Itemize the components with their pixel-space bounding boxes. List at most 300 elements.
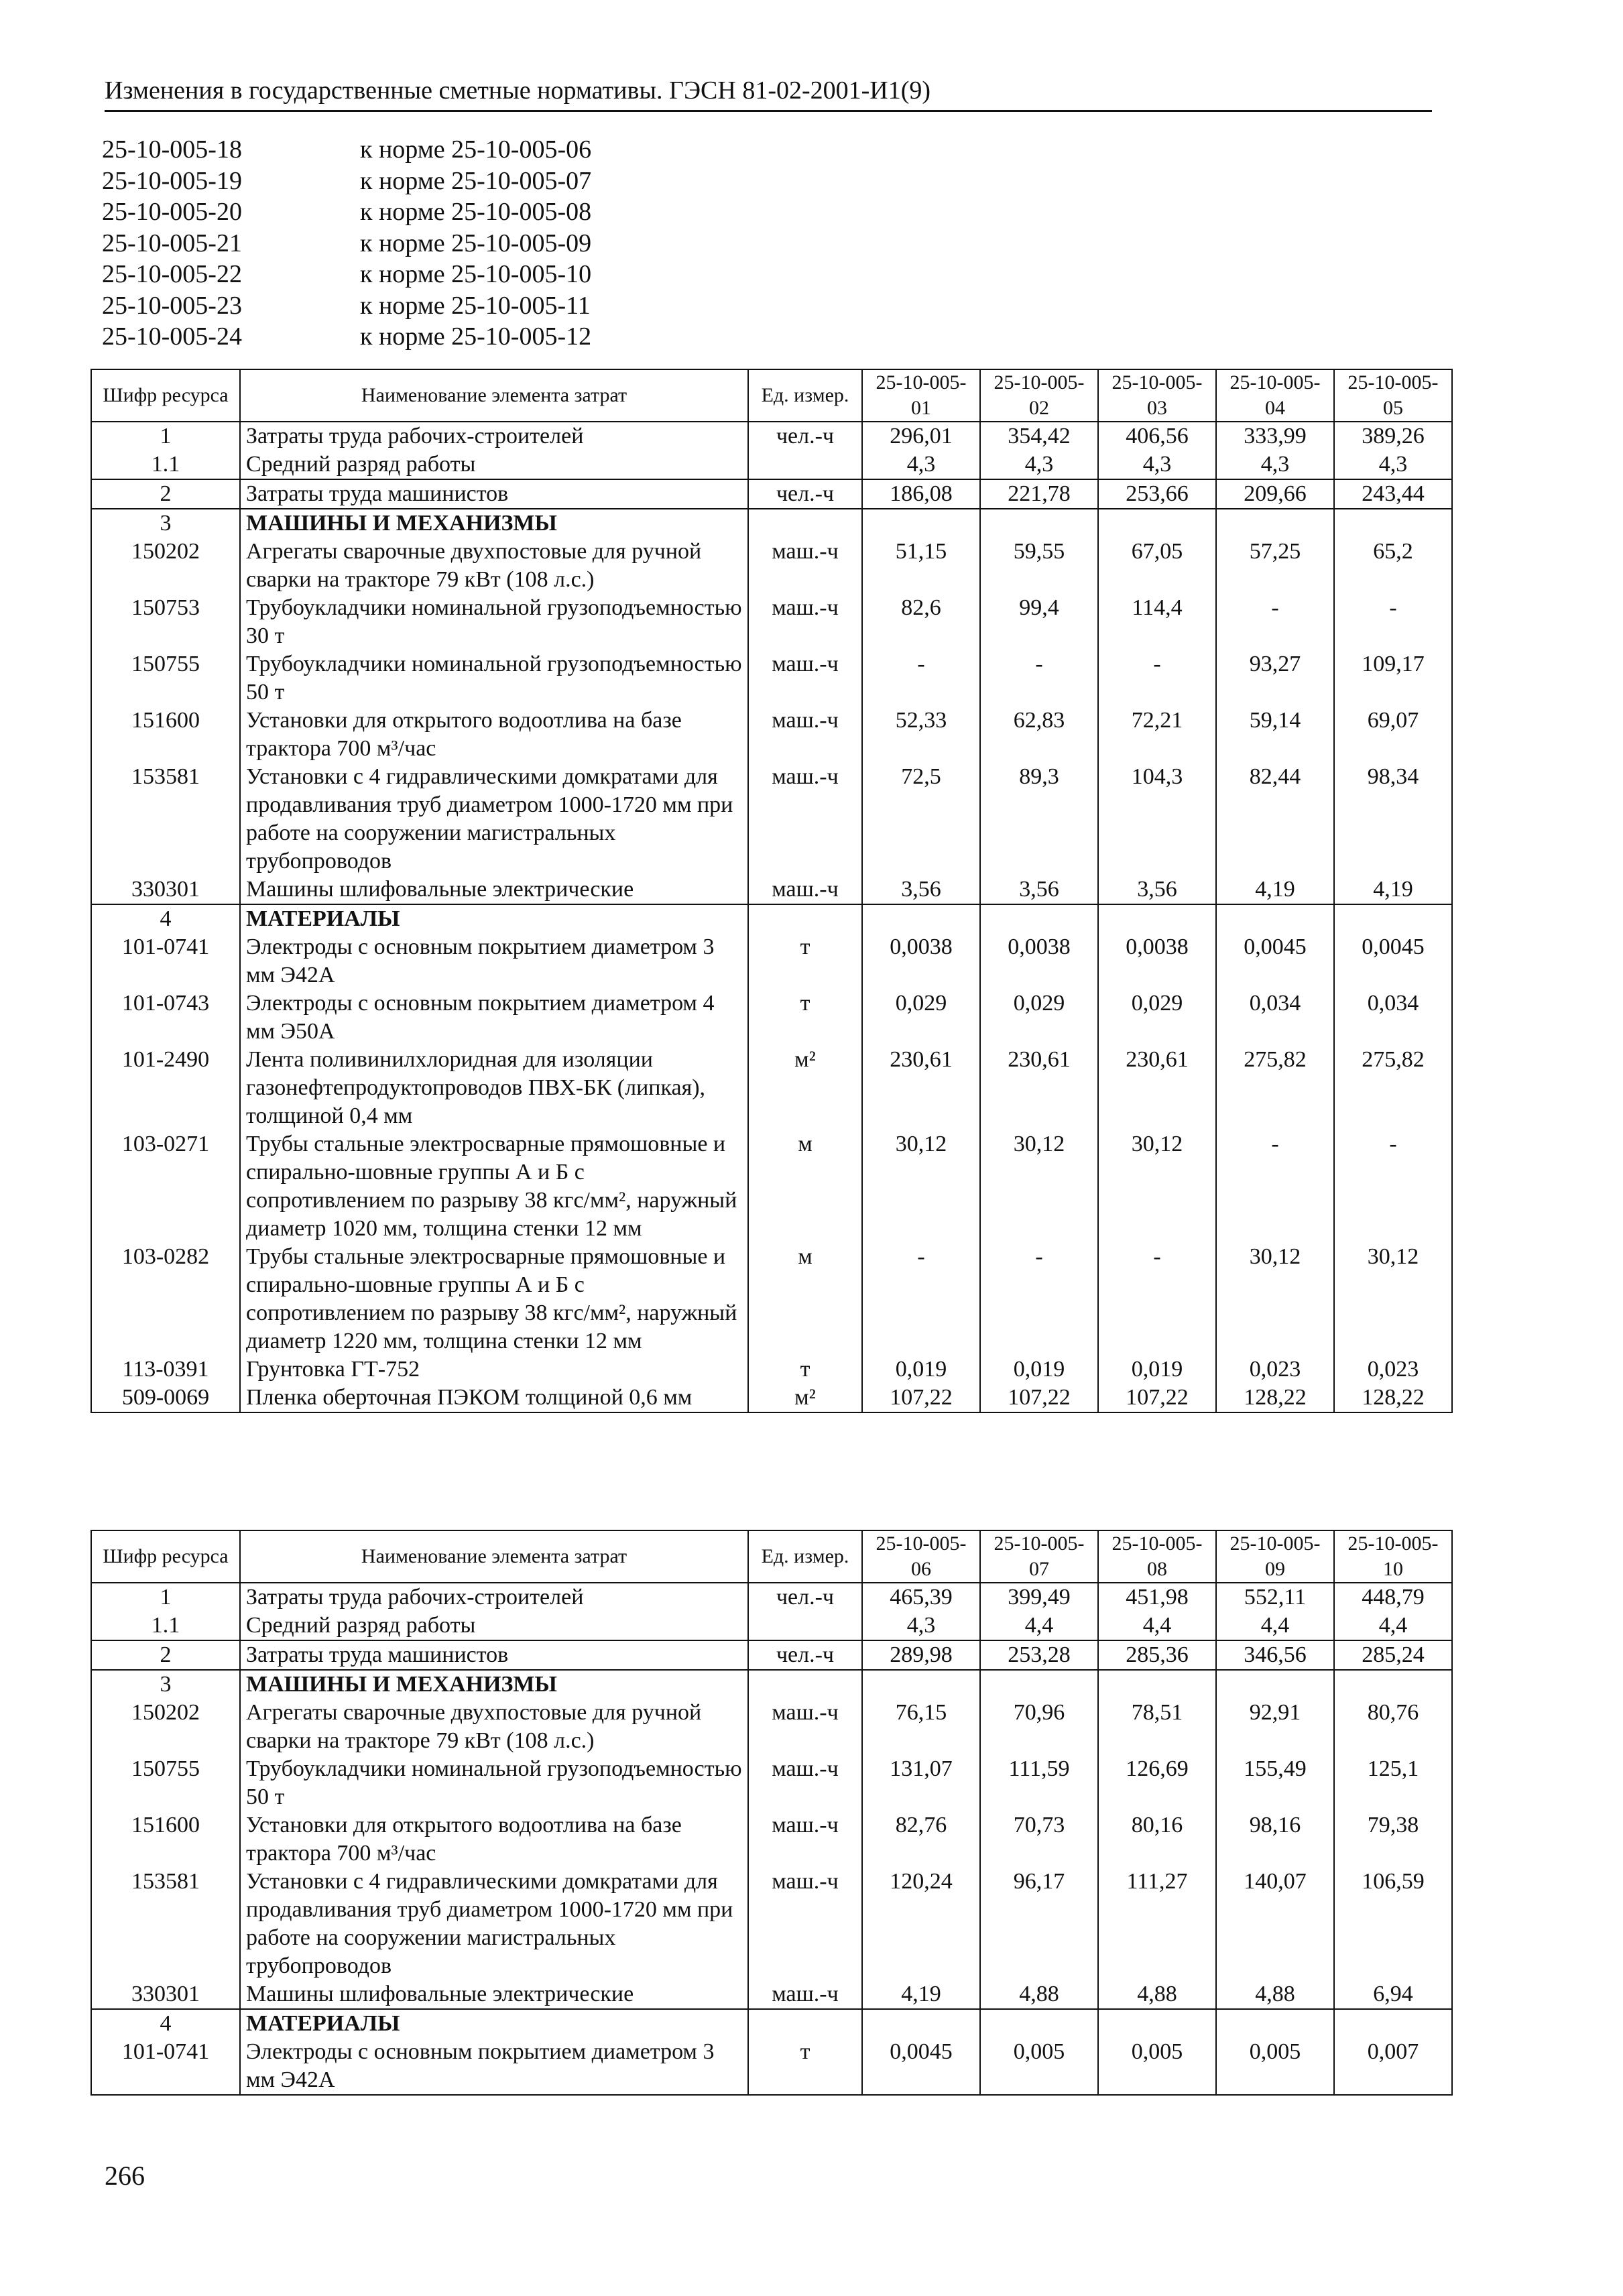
resource-code-cell: 330301 bbox=[91, 1980, 240, 2009]
value-cell: 285,36 bbox=[1098, 1640, 1216, 1670]
resource-code-cell: 4 bbox=[91, 904, 240, 933]
value-cell: 243,44 bbox=[1334, 479, 1452, 509]
reference-code: 25-10-005-19 bbox=[102, 166, 242, 195]
reference-code: 25-10-005-24 bbox=[102, 322, 242, 351]
resource-code-cell: 150755 bbox=[91, 1755, 240, 1811]
resource-table-1 bbox=[91, 369, 1453, 1413]
reference-text: к норме 25-10-005-10 bbox=[360, 260, 592, 288]
unit-cell bbox=[748, 1670, 862, 1699]
table-row bbox=[91, 763, 1452, 875]
resource-name-cell: Установки для открытого водоотлива на базе трактора 700 м³/час bbox=[240, 707, 748, 763]
resource-code-cell: 103-0271 bbox=[91, 1130, 240, 1243]
value-cell: 230,61 bbox=[1098, 1046, 1216, 1130]
reference-code: 25-10-005-18 bbox=[102, 135, 242, 164]
resource-code-cell: 151600 bbox=[91, 1811, 240, 1868]
resource-name-cell: Трубоукладчики номинальной грузоподъемностью 50 т bbox=[240, 1755, 748, 1811]
table-row bbox=[91, 1243, 1452, 1355]
value-cell: 253,28 bbox=[980, 1640, 1098, 1670]
value-cell: 111,27 bbox=[1098, 1868, 1216, 1980]
value-cell: 0,0038 bbox=[980, 933, 1098, 989]
resource-code-cell: 330301 bbox=[91, 875, 240, 904]
value-cell: 289,98 bbox=[862, 1640, 980, 1670]
table-row bbox=[91, 1670, 1452, 1699]
resource-name-cell: Пленка оберточная ПЭКОМ толщиной 0,6 мм bbox=[240, 1384, 748, 1412]
resource-name-cell: МАШИНЫ И МЕХАНИЗМЫ bbox=[240, 1670, 748, 1699]
value-cell: 0,005 bbox=[1098, 2038, 1216, 2095]
value-cell: 72,21 bbox=[1098, 707, 1216, 763]
value-cell bbox=[1098, 1670, 1216, 1699]
value-cell: 78,51 bbox=[1098, 1699, 1216, 1755]
unit-cell: маш.-ч bbox=[748, 875, 862, 904]
reference-code: 25-10-005-21 bbox=[102, 229, 242, 257]
table-row bbox=[91, 875, 1452, 904]
value-cell: - bbox=[862, 1243, 980, 1355]
table-row bbox=[91, 594, 1452, 650]
value-cell: 4,3 bbox=[1334, 450, 1452, 479]
value-cell: 155,49 bbox=[1216, 1755, 1334, 1811]
value-cell: 3,56 bbox=[862, 875, 980, 904]
value-cell: 0,0045 bbox=[1334, 933, 1452, 989]
column-header-code: Шифр ресурса bbox=[91, 1530, 240, 1583]
resource-code-cell: 150753 bbox=[91, 594, 240, 650]
value-cell: 30,12 bbox=[862, 1130, 980, 1243]
value-cell: - bbox=[1098, 650, 1216, 707]
value-cell: 109,17 bbox=[1334, 650, 1452, 707]
table-row bbox=[91, 1868, 1452, 1980]
reference-row bbox=[102, 134, 591, 166]
reference-row bbox=[102, 166, 591, 197]
column-header-norm: 25-10-005-03 bbox=[1098, 369, 1216, 422]
value-cell: 4,3 bbox=[980, 450, 1098, 479]
reference-row bbox=[102, 290, 591, 322]
value-cell: 51,15 bbox=[862, 538, 980, 594]
column-header-unit: Ед. измер. bbox=[748, 369, 862, 422]
value-cell: - bbox=[1334, 594, 1452, 650]
value-cell: 111,59 bbox=[980, 1755, 1098, 1811]
value-cell: 4,19 bbox=[1334, 875, 1452, 904]
column-header-unit: Ед. измер. bbox=[748, 1530, 862, 1583]
value-cell: 93,27 bbox=[1216, 650, 1334, 707]
table-row bbox=[91, 1384, 1452, 1412]
value-cell: 80,76 bbox=[1334, 1699, 1452, 1755]
value-cell: 406,56 bbox=[1098, 422, 1216, 450]
unit-cell: м bbox=[748, 1130, 862, 1243]
value-cell: 3,56 bbox=[980, 875, 1098, 904]
resource-code-cell: 2 bbox=[91, 479, 240, 509]
resource-code-cell: 150202 bbox=[91, 1699, 240, 1755]
value-cell: 296,01 bbox=[862, 422, 980, 450]
value-cell: 4,4 bbox=[980, 1612, 1098, 1640]
table-row bbox=[91, 1980, 1452, 2009]
value-cell: 209,66 bbox=[1216, 479, 1334, 509]
table-row bbox=[91, 538, 1452, 594]
table-row bbox=[91, 1640, 1452, 1670]
resource-name-cell: МАШИНЫ И МЕХАНИЗМЫ bbox=[240, 509, 748, 538]
value-cell: 0,023 bbox=[1334, 1355, 1452, 1384]
resource-code-cell: 1.1 bbox=[91, 1612, 240, 1640]
unit-cell: маш.-ч bbox=[748, 1868, 862, 1980]
reference-text: к норме 25-10-005-09 bbox=[360, 229, 592, 257]
value-cell: 4,3 bbox=[862, 1612, 980, 1640]
column-header-norm: 25-10-005-06 bbox=[862, 1530, 980, 1583]
reference-text: к норме 25-10-005-06 bbox=[360, 135, 592, 164]
value-cell: 82,76 bbox=[862, 1811, 980, 1868]
value-cell: 107,22 bbox=[1098, 1384, 1216, 1412]
table-header-row bbox=[91, 369, 1452, 422]
value-cell bbox=[1216, 2009, 1334, 2038]
column-header-norm: 25-10-005-01 bbox=[862, 369, 980, 422]
table-row bbox=[91, 2009, 1452, 2038]
value-cell: 82,6 bbox=[862, 594, 980, 650]
table-row bbox=[91, 1583, 1452, 1612]
value-cell: 346,56 bbox=[1216, 1640, 1334, 1670]
value-cell: - bbox=[1098, 1243, 1216, 1355]
value-cell: 0,0038 bbox=[862, 933, 980, 989]
value-cell: 230,61 bbox=[980, 1046, 1098, 1130]
value-cell: 186,08 bbox=[862, 479, 980, 509]
value-cell: 0,0045 bbox=[862, 2038, 980, 2095]
value-cell: 253,66 bbox=[1098, 479, 1216, 509]
resource-name-cell: Грунтовка ГТ-752 bbox=[240, 1355, 748, 1384]
value-cell: - bbox=[862, 650, 980, 707]
value-cell: 69,07 bbox=[1334, 707, 1452, 763]
value-cell: 451,98 bbox=[1098, 1583, 1216, 1612]
value-cell: 59,14 bbox=[1216, 707, 1334, 763]
value-cell bbox=[862, 904, 980, 933]
table-row bbox=[91, 450, 1452, 479]
column-header-norm: 25-10-005-05 bbox=[1334, 369, 1452, 422]
value-cell bbox=[980, 904, 1098, 933]
value-cell: 0,029 bbox=[1098, 989, 1216, 1046]
resource-name-cell: Трубоукладчики номинальной грузоподъемностью 50 т bbox=[240, 650, 748, 707]
table-row bbox=[91, 1699, 1452, 1755]
column-header-name: Наименование элемента затрат bbox=[240, 1530, 748, 1583]
unit-cell: чел.-ч bbox=[748, 479, 862, 509]
reference-row bbox=[102, 321, 591, 353]
unit-cell: маш.-ч bbox=[748, 1811, 862, 1868]
value-cell bbox=[1334, 904, 1452, 933]
value-cell: 98,34 bbox=[1334, 763, 1452, 875]
resource-name-cell: Средний разряд работы bbox=[240, 450, 748, 479]
unit-cell: маш.-ч bbox=[748, 594, 862, 650]
resource-name-cell: Затраты труда рабочих-строителей bbox=[240, 1583, 748, 1612]
table-row bbox=[91, 1046, 1452, 1130]
value-cell: 96,17 bbox=[980, 1868, 1098, 1980]
unit-cell bbox=[748, 2009, 862, 2038]
column-header-norm: 25-10-005-10 bbox=[1334, 1530, 1452, 1583]
unit-cell: т bbox=[748, 933, 862, 989]
table-row bbox=[91, 989, 1452, 1046]
value-cell: 82,44 bbox=[1216, 763, 1334, 875]
value-cell bbox=[862, 2009, 980, 2038]
resource-code-cell: 150755 bbox=[91, 650, 240, 707]
value-cell: 4,3 bbox=[1216, 450, 1334, 479]
reference-row bbox=[102, 259, 591, 290]
unit-cell: маш.-ч bbox=[748, 538, 862, 594]
value-cell: 4,88 bbox=[980, 1980, 1098, 2009]
value-cell: 354,42 bbox=[980, 422, 1098, 450]
column-header-name: Наименование элемента затрат bbox=[240, 369, 748, 422]
value-cell: - bbox=[1216, 1130, 1334, 1243]
value-cell: 0,019 bbox=[1098, 1355, 1216, 1384]
resource-name-cell: Трубы стальные электросварные прямошовные и спирально-шовные группы А и Б с сопротивлением по разрыву 38 кгс/мм², наружный диаметр 1220 мм, толщина стенки 12 мм bbox=[240, 1243, 748, 1355]
unit-cell: м² bbox=[748, 1384, 862, 1412]
value-cell: 0,005 bbox=[1216, 2038, 1334, 2095]
value-cell: 221,78 bbox=[980, 479, 1098, 509]
resource-name-cell: Электроды с основным покрытием диаметром 4 мм Э50А bbox=[240, 989, 748, 1046]
unit-cell bbox=[748, 450, 862, 479]
value-cell: 0,029 bbox=[862, 989, 980, 1046]
value-cell: 6,94 bbox=[1334, 1980, 1452, 2009]
value-cell: 0,0045 bbox=[1216, 933, 1334, 989]
unit-cell: чел.-ч bbox=[748, 1583, 862, 1612]
resource-name-cell: Агрегаты сварочные двухпостовые для ручной сварки на тракторе 79 кВт (108 л.с.) bbox=[240, 538, 748, 594]
reference-code: 25-10-005-23 bbox=[102, 291, 242, 320]
reference-text: к норме 25-10-005-11 bbox=[360, 291, 591, 320]
reference-code: 25-10-005-20 bbox=[102, 198, 242, 226]
value-cell: 4,3 bbox=[862, 450, 980, 479]
value-cell: 30,12 bbox=[980, 1130, 1098, 1243]
table-row bbox=[91, 1755, 1452, 1811]
resource-code-cell: 1.1 bbox=[91, 450, 240, 479]
value-cell: 70,96 bbox=[980, 1699, 1098, 1755]
value-cell bbox=[1098, 904, 1216, 933]
column-header-norm: 25-10-005-07 bbox=[980, 1530, 1098, 1583]
value-cell: 70,73 bbox=[980, 1811, 1098, 1868]
value-cell: 30,12 bbox=[1334, 1243, 1452, 1355]
resource-code-cell: 153581 bbox=[91, 1868, 240, 1980]
value-cell: 3,56 bbox=[1098, 875, 1216, 904]
value-cell bbox=[1216, 1670, 1334, 1699]
resource-code-cell: 3 bbox=[91, 1670, 240, 1699]
unit-cell: маш.-ч bbox=[748, 707, 862, 763]
value-cell bbox=[1216, 904, 1334, 933]
value-cell: 389,26 bbox=[1334, 422, 1452, 450]
value-cell: 552,11 bbox=[1216, 1583, 1334, 1612]
value-cell: - bbox=[1334, 1130, 1452, 1243]
table-row bbox=[91, 479, 1452, 509]
unit-cell: маш.-ч bbox=[748, 1755, 862, 1811]
value-cell: - bbox=[1216, 594, 1334, 650]
reference-text: к норме 25-10-005-07 bbox=[360, 166, 592, 195]
value-cell: 4,4 bbox=[1098, 1612, 1216, 1640]
value-cell: 76,15 bbox=[862, 1699, 980, 1755]
value-cell: 106,59 bbox=[1334, 1868, 1452, 1980]
column-header-norm: 25-10-005-08 bbox=[1098, 1530, 1216, 1583]
value-cell: 0,019 bbox=[980, 1355, 1098, 1384]
value-cell: 67,05 bbox=[1098, 538, 1216, 594]
value-cell bbox=[1098, 2009, 1216, 2038]
resource-name-cell: Трубы стальные электросварные прямошовные и спирально-шовные группы А и Б с сопротивлением по разрыву 38 кгс/мм², наружный диаметр 1020 мм, толщина стенки 12 мм bbox=[240, 1130, 748, 1243]
value-cell: 275,82 bbox=[1334, 1046, 1452, 1130]
resource-name-cell: Затраты труда машинистов bbox=[240, 479, 748, 509]
resource-code-cell: 153581 bbox=[91, 763, 240, 875]
resource-code-cell: 113-0391 bbox=[91, 1355, 240, 1384]
resource-code-cell: 3 bbox=[91, 509, 240, 538]
value-cell: 333,99 bbox=[1216, 422, 1334, 450]
column-header-norm: 25-10-005-04 bbox=[1216, 369, 1334, 422]
value-cell: 92,91 bbox=[1216, 1699, 1334, 1755]
resource-code-cell: 103-0282 bbox=[91, 1243, 240, 1355]
table-row bbox=[91, 509, 1452, 538]
value-cell: 275,82 bbox=[1216, 1046, 1334, 1130]
value-cell: 140,07 bbox=[1216, 1868, 1334, 1980]
value-cell bbox=[980, 2009, 1098, 2038]
value-cell: 107,22 bbox=[980, 1384, 1098, 1412]
value-cell: 4,4 bbox=[1216, 1612, 1334, 1640]
unit-cell: чел.-ч bbox=[748, 422, 862, 450]
table-row bbox=[91, 707, 1452, 763]
resource-name-cell: Установки с 4 гидравлическими домкратами для продавливания труб диаметром 1000-1720 мм при работе на сооружении магистральных трубопроводов bbox=[240, 1868, 748, 1980]
reference-text: к норме 25-10-005-08 bbox=[360, 198, 592, 226]
table-row bbox=[91, 1811, 1452, 1868]
value-cell: 4,3 bbox=[1098, 450, 1216, 479]
value-cell: 114,4 bbox=[1098, 594, 1216, 650]
table-row bbox=[91, 904, 1452, 933]
value-cell: 131,07 bbox=[862, 1755, 980, 1811]
table-row bbox=[91, 2038, 1452, 2095]
unit-cell: м² bbox=[748, 1046, 862, 1130]
value-cell bbox=[862, 1670, 980, 1699]
value-cell: 62,83 bbox=[980, 707, 1098, 763]
value-cell: 126,69 bbox=[1098, 1755, 1216, 1811]
value-cell: - bbox=[980, 1243, 1098, 1355]
value-cell: 99,4 bbox=[980, 594, 1098, 650]
resource-name-cell: Машины шлифовальные электрические bbox=[240, 1980, 748, 2009]
value-cell: 89,3 bbox=[980, 763, 1098, 875]
value-cell: 4,88 bbox=[1098, 1980, 1216, 2009]
unit-cell: маш.-ч bbox=[748, 650, 862, 707]
value-cell: 30,12 bbox=[1216, 1243, 1334, 1355]
resource-name-cell: Электроды с основным покрытием диаметром 3 мм Э42А bbox=[240, 933, 748, 989]
value-cell bbox=[1098, 509, 1216, 538]
value-cell: 107,22 bbox=[862, 1384, 980, 1412]
resource-name-cell: Электроды с основным покрытием диаметром 3 мм Э42А bbox=[240, 2038, 748, 2095]
value-cell: 0,005 bbox=[980, 2038, 1098, 2095]
value-cell: 120,24 bbox=[862, 1868, 980, 1980]
value-cell: 465,39 bbox=[862, 1583, 980, 1612]
value-cell: 0,0038 bbox=[1098, 933, 1216, 989]
value-cell: 98,16 bbox=[1216, 1811, 1334, 1868]
value-cell: 0,007 bbox=[1334, 2038, 1452, 2095]
value-cell: - bbox=[980, 650, 1098, 707]
resource-code-cell: 1 bbox=[91, 422, 240, 450]
value-cell bbox=[980, 509, 1098, 538]
value-cell: 399,49 bbox=[980, 1583, 1098, 1612]
resource-name-cell: Лента поливинилхлоридная для изоляции газонефтепродуктопроводов ПВХ-БК (липкая), толщиной 0,4 мм bbox=[240, 1046, 748, 1130]
table-row bbox=[91, 933, 1452, 989]
reference-row bbox=[102, 228, 591, 259]
value-cell: 4,4 bbox=[1334, 1612, 1452, 1640]
value-cell: 79,38 bbox=[1334, 1811, 1452, 1868]
resource-name-cell: МАТЕРИАЛЫ bbox=[240, 904, 748, 933]
table-row bbox=[91, 1612, 1452, 1640]
resource-code-cell: 2 bbox=[91, 1640, 240, 1670]
unit-cell bbox=[748, 509, 862, 538]
column-header-norm: 25-10-005-09 bbox=[1216, 1530, 1334, 1583]
unit-cell bbox=[748, 904, 862, 933]
value-cell: 65,2 bbox=[1334, 538, 1452, 594]
value-cell: 0,034 bbox=[1334, 989, 1452, 1046]
resource-code-cell: 509-0069 bbox=[91, 1384, 240, 1412]
page-number: 266 bbox=[105, 2161, 145, 2191]
resource-name-cell: Агрегаты сварочные двухпостовые для ручной сварки на тракторе 79 кВт (108 л.с.) bbox=[240, 1699, 748, 1755]
reference-code: 25-10-005-22 bbox=[102, 260, 242, 288]
unit-cell: т bbox=[748, 989, 862, 1046]
resource-code-cell: 101-2490 bbox=[91, 1046, 240, 1130]
value-cell: 30,12 bbox=[1098, 1130, 1216, 1243]
value-cell: 4,19 bbox=[1216, 875, 1334, 904]
norm-reference-list bbox=[102, 134, 591, 353]
unit-cell: чел.-ч bbox=[748, 1640, 862, 1670]
resource-name-cell: Средний разряд работы bbox=[240, 1612, 748, 1640]
page-header: Изменения в государственные сметные нормативы. ГЭСН 81-02-2001-И1(9) bbox=[105, 75, 1432, 112]
resource-code-cell: 150202 bbox=[91, 538, 240, 594]
resource-code-cell: 101-0741 bbox=[91, 2038, 240, 2095]
unit-cell: т bbox=[748, 2038, 862, 2095]
resource-name-cell: Установки с 4 гидравлическими домкратами для продавливания труб диаметром 1000-1720 мм при работе на сооружении магистральных трубопроводов bbox=[240, 763, 748, 875]
value-cell: 59,55 bbox=[980, 538, 1098, 594]
value-cell: 0,023 bbox=[1216, 1355, 1334, 1384]
resource-name-cell: Установки для открытого водоотлива на базе трактора 700 м³/час bbox=[240, 1811, 748, 1868]
resource-code-cell: 1 bbox=[91, 1583, 240, 1612]
unit-cell: маш.-ч bbox=[748, 763, 862, 875]
value-cell: 128,22 bbox=[1216, 1384, 1334, 1412]
value-cell: 128,22 bbox=[1334, 1384, 1452, 1412]
reference-row bbox=[102, 196, 591, 228]
unit-cell: маш.-ч bbox=[748, 1699, 862, 1755]
resource-code-cell: 4 bbox=[91, 2009, 240, 2038]
value-cell: 0,019 bbox=[862, 1355, 980, 1384]
resource-code-cell: 101-0743 bbox=[91, 989, 240, 1046]
value-cell: 448,79 bbox=[1334, 1583, 1452, 1612]
value-cell: 72,5 bbox=[862, 763, 980, 875]
value-cell: 0,034 bbox=[1216, 989, 1334, 1046]
value-cell: 104,3 bbox=[1098, 763, 1216, 875]
value-cell: 230,61 bbox=[862, 1046, 980, 1130]
unit-cell: м bbox=[748, 1243, 862, 1355]
column-header-norm: 25-10-005-02 bbox=[980, 369, 1098, 422]
value-cell: 0,029 bbox=[980, 989, 1098, 1046]
value-cell: 57,25 bbox=[1216, 538, 1334, 594]
value-cell bbox=[980, 1670, 1098, 1699]
resource-code-cell: 151600 bbox=[91, 707, 240, 763]
value-cell: 285,24 bbox=[1334, 1640, 1452, 1670]
resource-name-cell: Трубоукладчики номинальной грузоподъемностью 30 т bbox=[240, 594, 748, 650]
value-cell bbox=[1216, 509, 1334, 538]
unit-cell bbox=[748, 1612, 862, 1640]
resource-table-2 bbox=[91, 1530, 1453, 2096]
reference-text: к норме 25-10-005-12 bbox=[360, 322, 592, 351]
table-row bbox=[91, 1130, 1452, 1243]
resource-name-cell: Машины шлифовальные электрические bbox=[240, 875, 748, 904]
column-header-code: Шифр ресурса bbox=[91, 369, 240, 422]
unit-cell: т bbox=[748, 1355, 862, 1384]
value-cell bbox=[1334, 2009, 1452, 2038]
value-cell bbox=[1334, 1670, 1452, 1699]
resource-code-cell: 101-0741 bbox=[91, 933, 240, 989]
value-cell: 125,1 bbox=[1334, 1755, 1452, 1811]
resource-name-cell: Затраты труда рабочих-строителей bbox=[240, 422, 748, 450]
resource-name-cell: Затраты труда машинистов bbox=[240, 1640, 748, 1670]
table-row bbox=[91, 422, 1452, 450]
value-cell bbox=[1334, 509, 1452, 538]
unit-cell: маш.-ч bbox=[748, 1980, 862, 2009]
value-cell: 52,33 bbox=[862, 707, 980, 763]
table-row bbox=[91, 1355, 1452, 1384]
resource-name-cell: МАТЕРИАЛЫ bbox=[240, 2009, 748, 2038]
value-cell bbox=[862, 509, 980, 538]
